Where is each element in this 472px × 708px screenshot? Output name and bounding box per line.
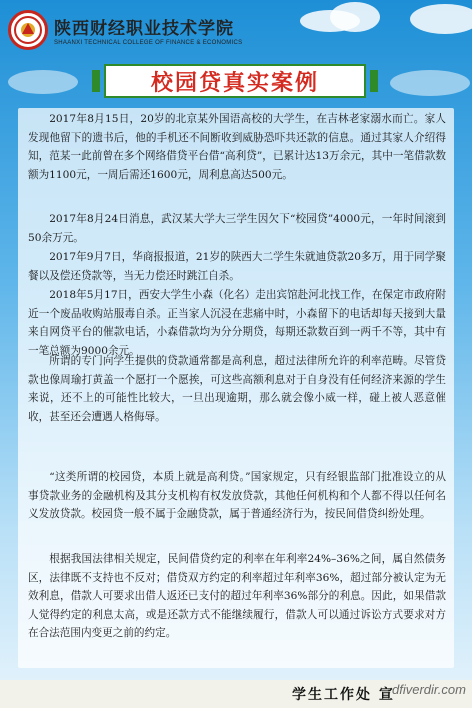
- case-paragraph-2: 2017年8月24日消息，武汉某大学大三学生因欠下“校园贷”4000元，一年时间滚到50余万元。: [28, 213, 446, 244]
- college-name-block: [54, 14, 242, 46]
- department-label: 学生工作处 宣: [292, 687, 395, 703]
- article-body: [18, 108, 454, 668]
- college-name-cn: 陕西财经职业技术学院: [54, 19, 234, 39]
- page-title: 校园贷真实案例: [150, 70, 319, 96]
- case-paragraph-4: 2018年5月17日，西安大学生小森（化名）走出宾馆赴河北找工作，在保定市政府附近一个废品收购站服毒自杀。正当家人沉浸在悲痛中时，小森留下的电话却每天接到大量来自网贷平台的催款电话，小森借款均为分分期贷，每期还款数百到一两千不等，其中有一笔总额为9000余元。: [28, 289, 446, 357]
- case-paragraph-3: 2017年9月7日，华商报报道，21岁的陕西大二学生朱就迪贷款20多万，用于同学聚餐以及偿还贷款等，当无力偿还时跳江自杀。: [28, 251, 446, 282]
- cloud-decoration: [330, 2, 380, 32]
- case-paragraph-1: 2017年8月15日，20岁的北京某外国语高校的大学生，在吉林老家溺水而亡。家人发现他留下的遗书后，他的手机还不间断收到威胁恐吓共还款的信息。通过其家人介绍得知，范某一此前曾在多个网络借贷平台借“高利贷”，已累计达13万余元，其中一笔借款数额为1100元，一周后需还1600元，周利息高达500元。: [28, 113, 446, 181]
- college-header: [8, 6, 268, 54]
- college-name-en: SHAANXI TECHNICAL COLLEGE OF FINANCE & ECONOMICS: [54, 40, 243, 46]
- watermark-text: dfiverdir.com: [392, 682, 466, 697]
- college-emblem-icon: [8, 10, 48, 50]
- cloud-decoration: [410, 4, 472, 34]
- cloud-decoration: [390, 70, 470, 96]
- analysis-paragraph-3: 根据我国法律相关规定，民间借贷约定的利率在年利率24%–36%之间，属自然债务区，法律既不支持也不反对；借贷双方约定的利率超过年利率36%，超过部分被认定为无效利息，借款人可要求出借人返还已支付的超过年利率36%部分的利息。因此，如果借款人觉得约定的利息太高，或是还款方式不能继续履行，借款人可以通过诉讼方式要求对方在合法范围内变更之前的约定。: [28, 553, 446, 640]
- cloud-decoration: [8, 70, 78, 94]
- title-banner: [104, 64, 366, 98]
- analysis-paragraph-1: 所谓的专门向学生提供的贷款通常都是高利息，超过法律所允许的利率范畴。尽管贷款也像周瑜打黄盖一个愿打一个愿挨，可这些高额利息对于自身没有任何经济来源的学生来说，还不上的可能性比较大，一旦出现逾期，那么就会像小威一样，碰上被人恶意催收，甚至还会遭遇人格侮辱。: [28, 355, 446, 423]
- analysis-paragraph-2: “这类所谓的校园贷，本质上就是高利贷。”国家规定，只有经银监部门批准设立的从事贷款业务的金融机构及其分支机构有权发放贷款，其他任何机构和个人都不得以任何名义发放贷款。校园贷一般不属于金融贷款，属于普通经济行为，按民间借贷纠纷处理。: [28, 471, 446, 521]
